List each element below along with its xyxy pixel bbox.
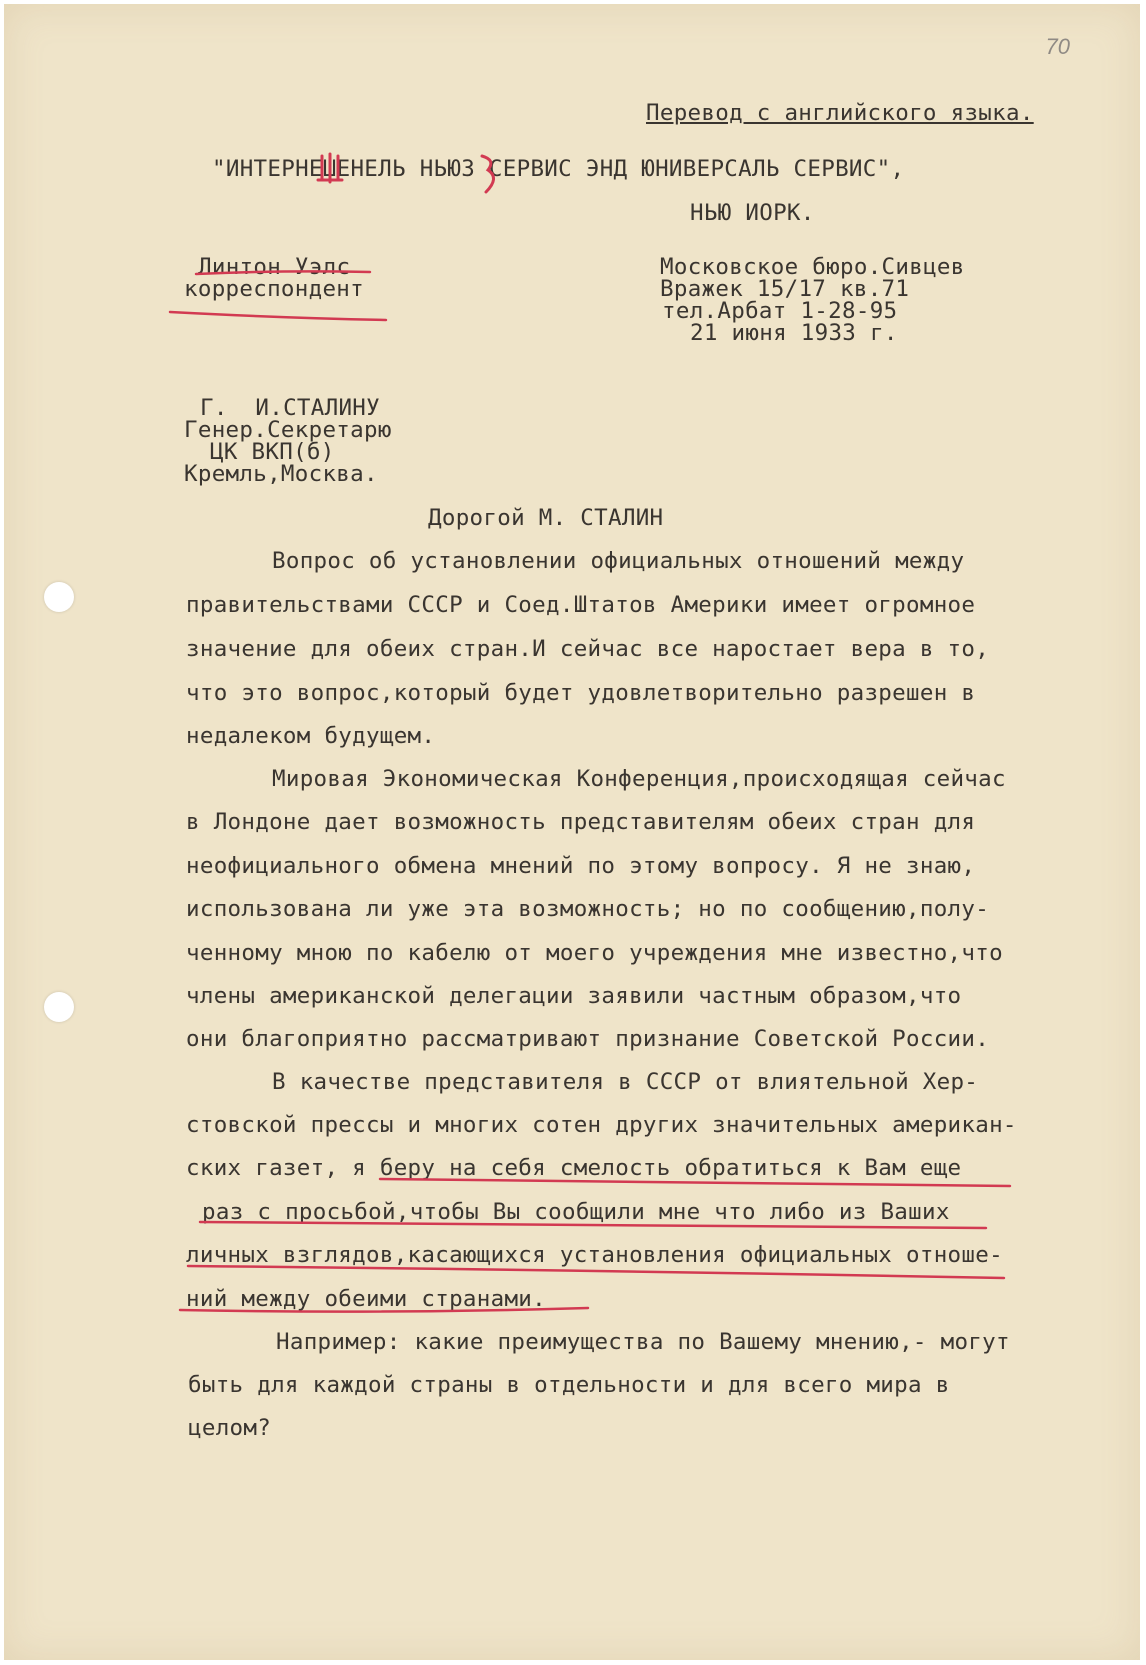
office-line-1: Московское бюро.Сивцев <box>660 254 965 280</box>
office-line-3: тел.Арбат 1-28-95 <box>662 298 898 324</box>
agency-city: НЬЮ ИОРК. <box>690 200 815 226</box>
body-line: использована ли уже эта возможность; но по сообщению,полу- <box>186 896 990 922</box>
body-line: Например: какие преимущества по Вашему мнению,- могут <box>276 1329 1010 1355</box>
body-line: ченному мною по кабелю от моего учреждения мне известно,что <box>186 940 1003 966</box>
body-line: они благоприятно рассматривают признание Советской России. <box>186 1026 990 1052</box>
body-line: правительствами СССР и Соед.Штатов Америки имеет огромное <box>186 592 976 618</box>
body-line: раз с просьбой,чтобы Вы сообщили мне что либо из Ваших <box>202 1199 950 1225</box>
body-line: члены американской делегации заявили частным образом,что <box>186 983 962 1009</box>
body-line: личных взглядов,касающихся установления официальных отноше- <box>186 1242 1003 1268</box>
sender-name: Линтон Уэлс <box>198 254 351 280</box>
salutation: Дорогой М. СТАЛИН <box>428 505 664 531</box>
recipient-line-4: Кремль,Москва. <box>184 461 378 487</box>
body-line: ний между обеими странами. <box>186 1286 546 1312</box>
body-line: Мировая Экономическая Конференция,происходящая сейчас <box>272 766 1006 792</box>
recipient-line-1: Г. И.СТАЛИНУ <box>200 395 380 421</box>
body-line: быть для каждой страны в отдельности и для всего мира в <box>188 1372 950 1398</box>
body-line: значение для обеих стран.И сейчас все наростает вера в то, <box>186 636 990 662</box>
sender-title: корреспондент <box>184 276 364 302</box>
body-line: В качестве представителя в СССР от влиятельной Хер- <box>272 1069 979 1095</box>
body-line: что это вопрос,который будет удовлетворительно разрешен в <box>186 680 976 706</box>
translation-note: Перевод с английского языка. <box>646 100 1034 126</box>
punch-hole <box>44 992 74 1022</box>
page-number: 70 <box>1045 34 1070 59</box>
body-line: стовской прессы и многих сотен других значительных американ- <box>186 1112 1017 1138</box>
body-line: неофициального обмена мнений по этому вопросу. Я не знаю, <box>186 853 976 879</box>
recipient-line-3: ЦК ВКП(б) <box>210 439 335 465</box>
body-line: ских газет, я беру на себя смелость обратиться к Вам еще <box>186 1155 962 1181</box>
agency-name: "ИНТЕРНЕШЕНЕЛЬ НЬЮЗ СЕРВИС ЭНД ЮНИВЕРСАЛЬ СЕРВИС", <box>212 156 905 182</box>
body-line: недалеком будущем. <box>186 723 436 749</box>
body-line: Вопрос об установлении официальных отношений между <box>272 548 965 574</box>
letter-date: 21 июня 1933 г. <box>690 320 898 346</box>
recipient-line-2: Генер.Секретарю <box>184 417 392 443</box>
punch-hole <box>44 582 74 612</box>
office-line-2: Вражек 15/17 кв.71 <box>660 276 910 302</box>
document-page <box>4 4 1140 1660</box>
body-line: целом? <box>188 1415 272 1441</box>
body-line: в Лондоне дает возможность представителям обеих стран для <box>186 809 976 835</box>
